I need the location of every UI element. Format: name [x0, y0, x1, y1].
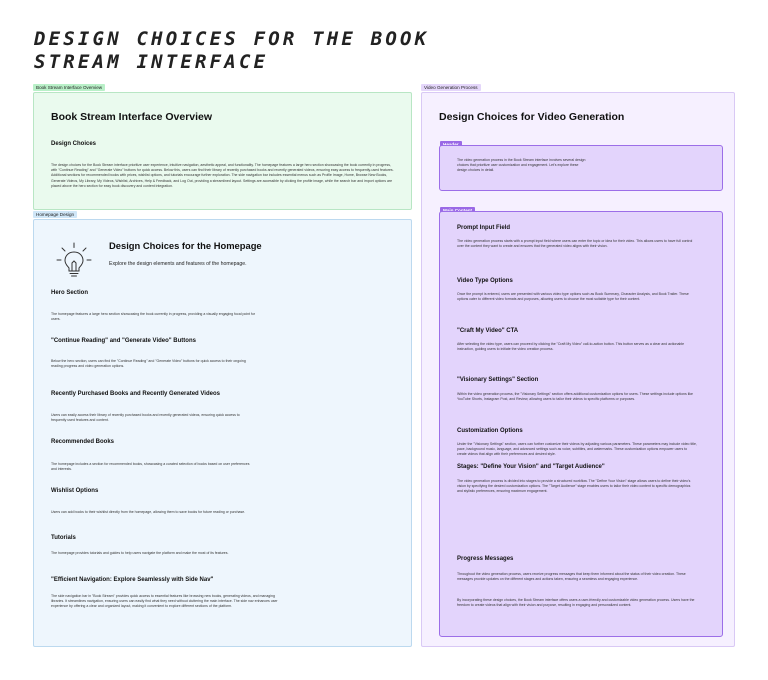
- video-section-title: Prompt Input Field: [457, 225, 510, 231]
- overview-subtitle: Design Choices: [51, 141, 97, 147]
- video-section-title: Customization Options: [457, 428, 523, 434]
- main-content-card[interactable]: [439, 211, 723, 637]
- homepage-section-body: The homepage features a large hero section showcasing the book currently in progress, providing a visually engaging focal point for users.: [51, 312, 256, 322]
- header-card[interactable]: [439, 145, 723, 191]
- homepage-section-title: Recently Purchased Books and Recently Generated Videos: [51, 391, 220, 397]
- video-section-body: Throughout the video generation process, users receive progress messages that keep them informed about the status of their video creation. These messages provide updates on the different stages and actions taken, ensuring a seamless and engaging experience.: [457, 572, 686, 582]
- homepage-section-body: Users can easily access their library of recently purchased books and recently generated videos, ensuring quick access to frequently used features and content.: [51, 413, 240, 423]
- overview-frame[interactable]: [33, 92, 412, 210]
- homepage-section-title: Wishlist Options: [51, 488, 99, 494]
- homepage-section-title: Hero Section: [51, 290, 89, 296]
- video-section-title: "Visionary Settings" Section: [457, 377, 539, 383]
- homepage-section-body: The homepage includes a section for recommended books, showcasing a curated selection of books based on user preferences and interests.: [51, 462, 250, 472]
- homepage-section-body: Users can add books to their wishlist directly from the homepage, allowing them to save books for future reading or purchase.: [51, 510, 246, 514]
- video-closing-paragraph: By incorporating these design choices, the Book Stream interface offers users a user-friendly and customizable video generation process. Users have the freedom to create videos that align with their vision and purpose, resulting in engaging and personalized content.: [457, 598, 695, 608]
- overview-title: Book Stream Interface Overview: [51, 111, 213, 123]
- video-section-body: Once the prompt is entered, users are presented with various video type options such as Book Summary, Character Analysis, and Book Trailer. These options cater to different video formats and purposes, allowing users to choose the most suitable type for their content.: [457, 292, 689, 302]
- lightbulb-icon: [54, 240, 94, 280]
- homepage-section-body: The homepage provides tutorials and guides to help users navigate the platform and make the most of its features.: [51, 551, 229, 555]
- overview-frame-tag[interactable]: Book Stream Interface Overview: [33, 84, 105, 91]
- video-section-title: Video Type Options: [457, 278, 513, 284]
- video-section-title: Stages: "Define Your Vision" and "Target Audience": [457, 464, 605, 470]
- homepage-frame-tag[interactable]: Homepage Design: [33, 211, 77, 218]
- video-frame-tag[interactable]: Video Generation Process: [421, 84, 481, 91]
- video-section-title: Progress Messages: [457, 556, 514, 562]
- video-section-title: "Craft My Video" CTA: [457, 328, 519, 334]
- homepage-section-body: The side navigation bar in "Book Stream" provides quick access to essential features like browsing new books, generating videos, and managing libraries. It streamlines navigation, ensuring users can easily find what they need without cluttering the main interface. The side nav enhances user experience by offering a clear and organized layout, making it convenient to explore different sections of the platform.: [51, 594, 278, 609]
- homepage-section-title: Recommended Books: [51, 439, 115, 445]
- video-section-body: The video generation process is divided into stages to provide a structured workflow. The "Define Your Vision" stage allows users to define their video's vision by specifying the desired customization options. The "Target Audience" stage enables users to tailor their video content to specific demographics and stylistic preferences, ensuring maximum engagement.: [457, 479, 691, 494]
- video-section-body: Within the video generation process, the "Visionary Settings" section offers additional customization options for users. These settings include options like YouTube Shorts, Instagram Post, and Review, allowing users to tailor their videos to specific platforms or purposes.: [457, 392, 693, 402]
- video-section-body: After selecting the video type, users can proceed by clicking the "Craft My Video" call-to-action button. This button serves as a clear and actionable instruction, guiding users to initiate the video creation process.: [457, 342, 685, 352]
- homepage-subtitle: Explore the design elements and features of the homepage.: [109, 261, 247, 267]
- homepage-frame[interactable]: [33, 219, 412, 647]
- board-title: DESIGN CHOICES FOR THE BOOK STREAM INTERFACE: [34, 28, 430, 73]
- overview-body: The design choices for the Book Stream interface prioritize user experience, intuitive navigation, aesthetic appeal, and functionality. The homepage features a large hero section showcasing the book currently in progress, with "Continue Reading" and "Generate Video" buttons for quick access. Below this, users can find their library of recently purchased books and recently generated videos, ensuring easy access to frequently-used features. Additional sections for recommended books with prices, wishlist options, and tutorials encourage further exploration. The side navigation bar includes essential menus such as Profile Image, Home, Browse New Books, Generate Videos, My Library, My Videos, Wishlist, Archives, Help & Feedback, and Log Out, providing a streamlined layout. Settings are accessible by clicking the profile image, while the search bar and import options are placed above the hero section for easy book discovery and content integration.: [51, 163, 394, 188]
- video-section-body: The video generation process starts with a prompt input field where users can enter the topic or idea for their video. This allows users to have full control over the content they want to create and ensures that the generated video aligns with their vision.: [457, 239, 693, 249]
- video-section-body: Under the "Visionary Settings" section, users can further customize their videos by adjusting various parameters. These parameters may include video title, pace, background music, language, and advanced settings such as voice, subtitles, and watermarks. These customization options empower users to create videos that align with their preferences and desired style.: [457, 442, 697, 457]
- video-title: Design Choices for Video Generation: [439, 111, 625, 123]
- homepage-section-title: Tutorials: [51, 535, 76, 541]
- homepage-section-title: "Continue Reading" and "Generate Video" Buttons: [51, 338, 196, 344]
- homepage-title: Design Choices for the Homepage: [109, 240, 262, 251]
- homepage-section-title: "Efficient Navigation: Explore Seamlessly with Side Nav": [51, 577, 214, 583]
- homepage-section-body: Below the hero section, users can find the "Continue Reading" and "Generate Video" buttons for quick access to their ongoing reading progress and video generation options.: [51, 359, 246, 369]
- header-card-body: The video generation process in the Book Stream interface involves several design choices that prioritize user customization and engagement. Let's explore these design choices in detail.: [457, 158, 586, 173]
